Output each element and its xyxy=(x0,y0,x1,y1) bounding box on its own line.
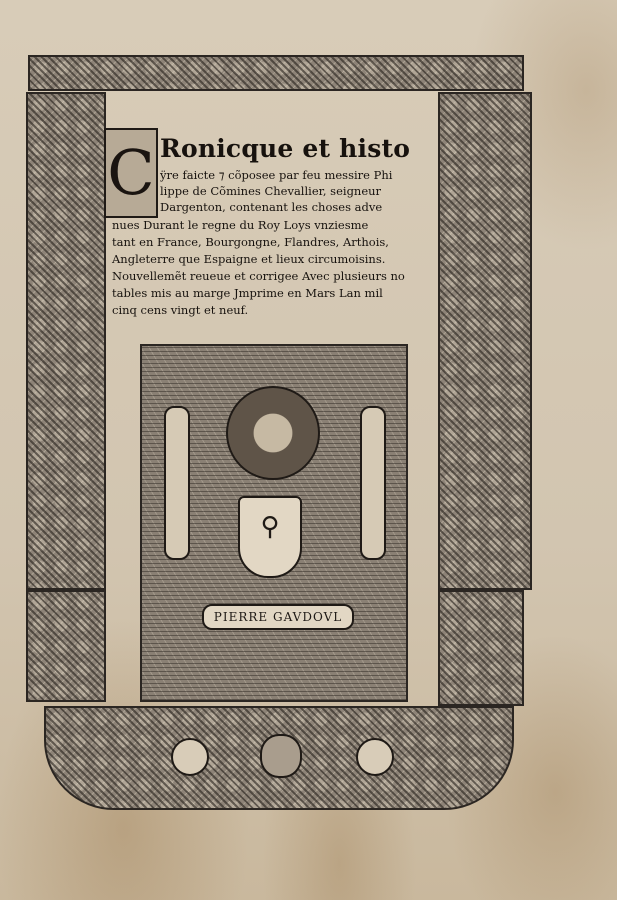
printer-shield xyxy=(238,496,302,578)
title-line-4: nues Durant le regne du Roy Loys vnziesme xyxy=(112,218,369,232)
grotesque-mask-ornament xyxy=(260,734,302,778)
title-line-3: Dargenton, contenant les choses adve xyxy=(160,200,383,214)
title-line-8: tables mis au marge Jmprime en Mars Lan mil xyxy=(112,286,383,300)
left-pillar-ornament xyxy=(164,406,190,560)
left-lower-ornament-panel xyxy=(26,590,106,702)
right-rosette-ornament xyxy=(356,738,394,776)
title-line-2: lippe de Cõmines Chevallier, seigneur xyxy=(160,184,382,198)
title-line-9: cinq cens vingt et neuf. xyxy=(112,303,249,317)
printer-motto-scroll: PIERRE GAVDOVL xyxy=(202,604,354,630)
printer-monogram-icon: ⚲ xyxy=(260,512,280,542)
printer-device-woodcut xyxy=(140,344,408,702)
decorated-initial: C xyxy=(104,128,158,218)
bottom-ornamental-border xyxy=(44,706,514,810)
left-ornamental-border xyxy=(26,92,106,590)
right-pillar-ornament xyxy=(360,406,386,560)
title-line-6: Angleterre que Espaigne et lieux circumoisins. xyxy=(112,252,386,266)
top-ornamental-border xyxy=(28,55,524,91)
left-rosette-ornament xyxy=(171,738,209,776)
title-line-5: tant en France, Bourgongne, Flandres, Arthois, xyxy=(112,235,389,249)
right-ornamental-border xyxy=(438,92,532,590)
title-line-7: Nouvellemẽt reueue et corrigee Avec plusieurs no xyxy=(112,269,405,283)
page-title: Ronicque et histo xyxy=(160,134,411,163)
title-line-1: ÿre faicte ⁊ cõposee par feu messire Phi xyxy=(160,168,393,182)
tree-ornament xyxy=(226,386,320,480)
right-lower-ornament-panel xyxy=(438,590,524,706)
